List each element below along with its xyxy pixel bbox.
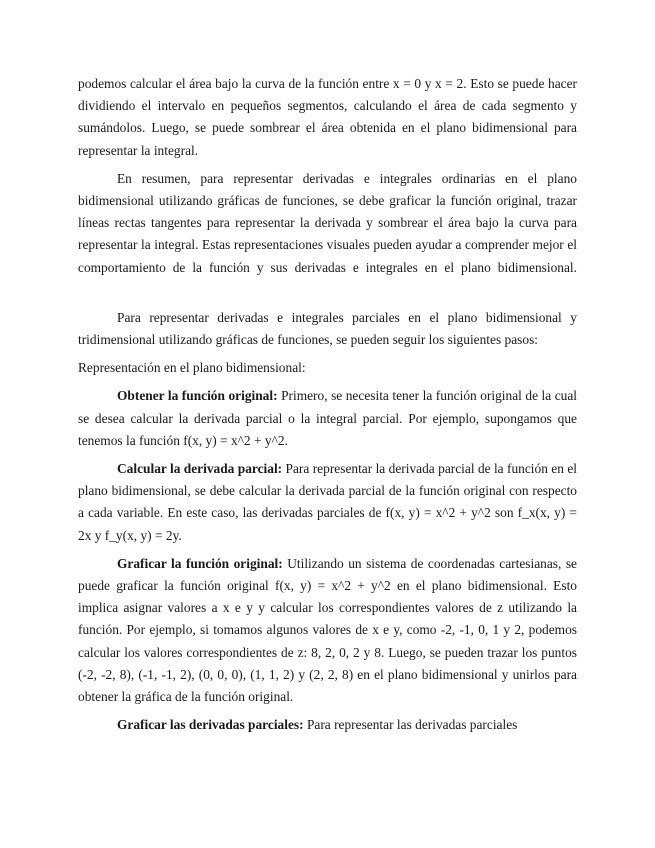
paragraph-partial-intro: Para representar derivadas e integrales parciales en el plano bidimensional y tridimensional utilizando gráficas de funciones, se pueden seguir los siguientes pasos: [78,309,577,348]
step-body: Para representar las derivadas parciales [303,717,518,733]
step-body: Primero, se necesita tener la función original de la cual se desea calcular la derivada parcial o la integral parcial. Por ejemplo, supongamos que tenemos la función f(x, y) = x^2 + y^2. [78,388,577,448]
step-body: Para representar la derivada parcial de la función en el plano bidimensional, se debe calcular la derivada parcial de la función original con respecto a cada variable. En este caso, las derivadas parciales de f(x, y) = x^2 + y^2 son f_x(x, y) = 2x y f_y(x, y) = 2y. [78,461,578,543]
step-body: Utilizando un sistema de coordenadas cartesianas, se puede graficar la función original f(x, y) = x^2 + y^2 en el plano bidimensional. Esto implica asignar valores a x e y y calcular los correspondientes valores de z utilizando la función. Por ejemplo, si tomamos algunos valores de x e y, como -2, -1, 0, 1 y 2, podemos calcular los valores correspondientes de z: 8, 2, 0, 2 y 8. Luego, se pueden trazar los puntos (-2, -2, 8), (-1, -1, 2), (0, 0, 0), (1, 1, 2) y (2, 2, 8) en el plano bidimensional y unirlos para obtener la gráfica de la función original. [78,555,578,705]
step-title: Graficar la función original: [117,555,283,571]
paragraph-intro: podemos calcular el área bajo la curva de la función entre x = 0 y x = 2. Esto se puede hacer dividiendo el intervalo en pequeños segmentos, calculando el área de cada segmento y sumándolos. Luego, se puede sombrear el área obtenida en el plano bidimensional para representar la integral. [78,76,577,158]
step-obtain-function [78,385,577,452]
step-graph-partials [78,714,577,736]
step-title: Obtener la función original: [117,388,278,404]
step-title: Graficar las derivadas parciales: [117,717,304,733]
step-title: Calcular la derivada parcial: [117,461,283,477]
section-label-bidimensional: Representación en el plano bidimensional: [78,360,306,376]
step-graph-function [78,553,577,708]
paragraph-summary: En resumen, para representar derivadas e integrales ordinarias en el plano bidimensional utilizando gráficas de funciones, se debe graficar la función original, trazar líneas rectas tangentes para representar la derivada y sombrear el área bajo la curva para representar la integral. Estas representaciones visuales pueden ayudar a comprender mejor el comportamiento de la función y sus derivadas e integrales en el plano bidimensional. [78,170,577,275]
document-page [78,73,577,736]
step-partial-derivative [78,458,577,547]
